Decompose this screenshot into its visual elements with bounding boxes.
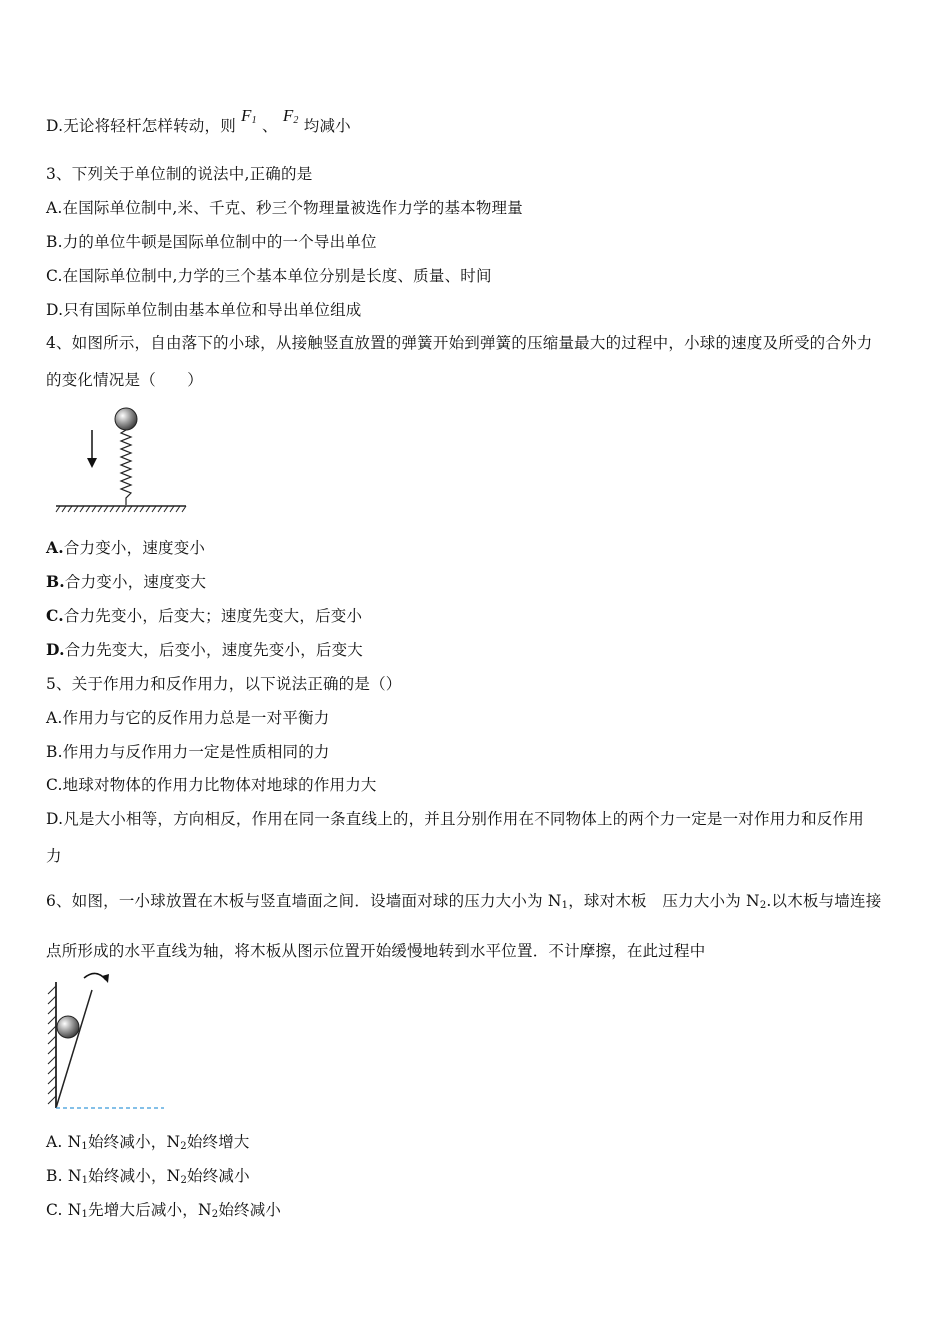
q6-option-c: C. $N_1$先增大后减小，$N_2$始终减小 — [46, 1201, 282, 1220]
board — [56, 990, 92, 1108]
f2-symbol: $F_2$ — [282, 106, 299, 126]
q3-option-a: A.在国际单位制中,米、千克、秒三个物理量被选作力学的基本物理量 — [46, 199, 523, 217]
q3-stem: 3、下列关于单位制的说法中,正确的是 — [46, 165, 313, 183]
ball — [57, 1016, 79, 1038]
q4-option-d: D.合力先变大，后变小，速度先变小，后变大 — [46, 640, 363, 659]
q4-stem-line1: 4、如图所示，自由落下的小球，从接触竖直放置的弹簧开始到弹簧的压缩量最大的过程中，小球的速度及所受的合外力 — [46, 334, 873, 352]
q6-option-b: B. $N_1$始终减小，$N_2$始终减小 — [46, 1167, 250, 1186]
q4-option-a: A.合力变小，速度变小 — [46, 538, 206, 557]
q6-option-a: A. $N_1$始终减小，$N_2$始终增大 — [46, 1133, 250, 1152]
q5-option-b: B.作用力与反作用力一定是性质相同的力 — [46, 743, 330, 761]
ball — [115, 408, 137, 430]
q5-option-d-line1: D.凡是大小相等，方向相反，作用在同一条直线上的，并且分别作用在不同物体上的两个力一定是一对作用力和反作用 — [46, 810, 864, 828]
rotate-arrow-icon — [84, 973, 109, 983]
q5-option-d-line2: 力 — [46, 847, 62, 865]
q5-stem: 5、关于作用力和反作用力，以下说法正确的是（） — [46, 675, 402, 693]
q3-option-b: B.力的单位牛顿是国际单位制中的一个导出单位 — [46, 233, 377, 251]
wall-board-figure — [40, 966, 170, 1114]
spring — [121, 430, 131, 505]
q2-option-d-suffix: 均减小 — [303, 117, 351, 135]
q3-option-c: C.在国际单位制中,力学的三个基本单位分别是长度、质量、时间 — [46, 267, 492, 285]
q4-option-b: B.合力变小，速度变大 — [46, 572, 207, 591]
q5-option-c: C.地球对物体的作用力比物体对地球的作用力大 — [46, 776, 377, 794]
wall — [48, 982, 56, 1108]
q2-option-d-prefix: D.无论将轻杆怎样转动，则 — [46, 117, 236, 135]
down-arrow-icon — [87, 430, 97, 468]
q6-stem-line1: 6、如图，一小球放置在木板与竖直墙面之间．设墙面对球的压力大小为 $N_1$，球对木板 压力大小为 $N_2$.以木板与墙连接 — [46, 892, 882, 911]
q4-option-c: C.合力先变小，后变大；速度先变大，后变小 — [46, 606, 363, 625]
q5-option-a: A.作用力与它的反作用力总是一对平衡力 — [46, 709, 330, 727]
q4-stem-line2: 的变化情况是（ ） — [46, 371, 204, 389]
q2-sep: 、 — [261, 117, 278, 135]
q3-option-d: D.只有国际单位制由基本单位和导出单位组成 — [46, 301, 362, 319]
spring-ball-figure — [52, 400, 192, 516]
ground — [56, 506, 186, 512]
q6-stem-line2: 点所形成的水平直线为轴，将木板从图示位置开始缓慢地转到水平位置．不计摩擦，在此过程中 — [46, 942, 706, 960]
q2-option-d — [46, 106, 351, 136]
f1-symbol: $F_1$ — [241, 106, 257, 126]
